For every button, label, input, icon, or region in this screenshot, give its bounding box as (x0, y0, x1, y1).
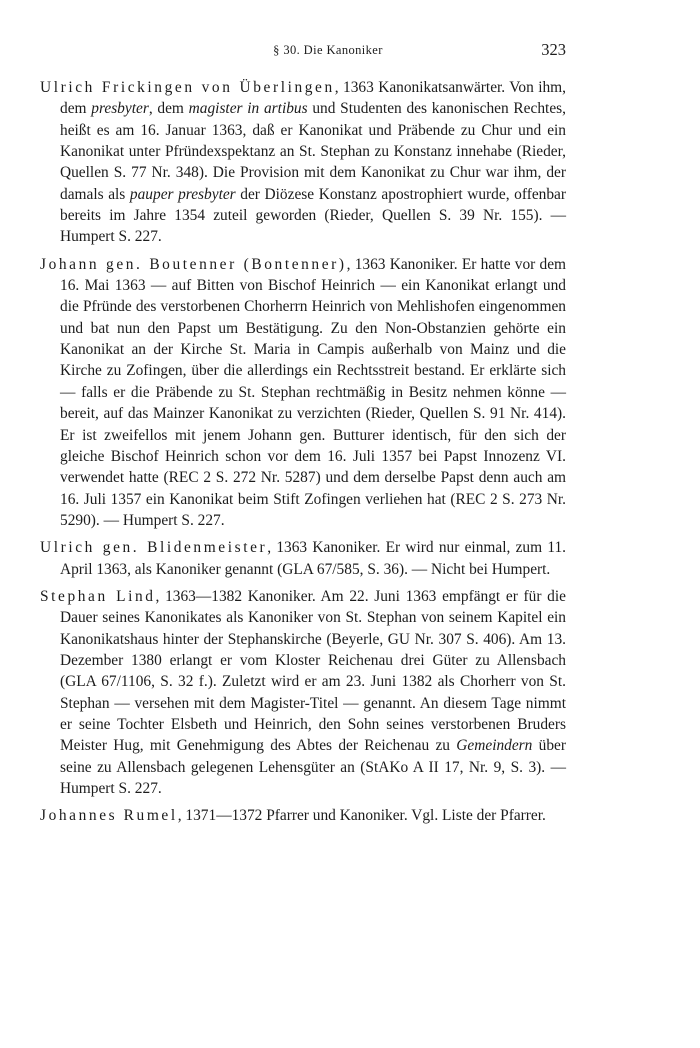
entry-italic-term: magister in artibus (188, 100, 308, 118)
entry-name: Johann gen. Boutenner (Bontenner) (40, 255, 347, 273)
entry-ulrich-blidenmeister (40, 537, 566, 580)
entry-ulrich-frickingen (40, 77, 566, 248)
entry-johann-boutenner (40, 254, 566, 531)
entry-text: und Studenten des kanonischen Rechtes, heißt es am 16. Januar 1363, daß er Kanonikat und Präbende zu Chur und ein Kanonikat unter Pfründexspektanz an St. Stephan zu Konstanz innehabe (Rieder, Quellen S. 77 Nr. 348). Die Provision mit dem Kanonikat zu Chur war ihm, der damals als (60, 100, 566, 203)
entry-name: Ulrich gen. Blidenmeister (40, 539, 268, 557)
entry-text: , 1363 Kanoniker. Er hatte vor dem 16. Mai 1363 — auf Bitten von Bischof Heinrich — ein Kanonikat erlangt und die Pfründe des verstorbenen Chorherrn Heinrich von Mehlishofen eingenommen und bat nun den Papst um Bestätigung. Zu den Non-Obstanzien gehörte ein Kanonikat an der Kirche St. Maria in Campis außerhalb von Mainz und die Kirche zu Zofingen, über die allerdings ein Rechtsstreit bestand. Er erklärte sich — falls er die Präbende zu St. Stephan rechtmäßig in Besitz nehmen könne — bereit, auf das Mainzer Kanonikat zu verzichten (Rieder, Quellen S. 91 Nr. 414). Er ist zweifellos mit jenem Johann gen. Butturer identisch, für den sich der gleiche Bischof Heinrich schon vor dem 16. Juli 1357 bei Papst Innozenz VI. verwendet hatte (REC 2 S. 272 Nr. 5287) und dem derselbe Papst denn auch am 16. Juli 1357 ein Kanonikat beim Stift Zofingen verliehen hat (REC 2 S. 273 Nr. 5290). — Humpert S. 227. (60, 255, 566, 529)
entry-johannes-rumel (40, 805, 566, 826)
entry-italic-term: Gemeindern (456, 737, 533, 755)
entry-text: über seine zu Allensbach gelegenen Lehensgüter an (StAKo A II 17, Nr. 9, S. 3). — Humpert S. 227. (60, 737, 566, 797)
entry-italic-term: pauper presbyter (129, 185, 236, 203)
entry-text: , 1363—1382 Kanoniker. Am 22. Juni 1363 empfängt er für die Dauer seines Kanonikates als Kanoniker von St. Stephan von seinem Kapitel ein Kanonikatshaus hinter der Stephanskirche (Beyerle, GU Nr. 307 S. 406). Am 13. Dezember 1380 erlangt er vom Kloster Reichenau drei Güter zu Allensbach (GLA 67/1106, S. 32 f.). Zuletzt wird er am 23. Juni 1382 als Chorherr von St. Stephan — versehen mit dem Magister-Titel — genannt. An diesem Tage nimmt er seine Tochter Elsbeth und Heinrich, den Sohn seines verstorbenen Bruders Meister Hug, mit Genehmigung des Abtes der Reichenau zu (60, 587, 566, 755)
page-body (40, 77, 566, 833)
page-number: 323 (541, 40, 566, 59)
entry-name: Stephan Lind (40, 587, 156, 605)
entry-text: , 1371—1372 Pfarrer und Kanoniker. Vgl. Liste der Pfarrer. (177, 807, 546, 825)
entry-name: Ulrich Frickingen von Überlingen (40, 79, 335, 96)
entry-text: der Diözese Konstanz apostrophiert wurde, offenbar bereits im Jahre 1354 zuteil geworden (Rieder, Quellen S. 39 Nr. 155). — Humpert S. 227. (60, 185, 566, 246)
page-header (90, 40, 566, 64)
entry-text: , 1363 Kanonikatsanwärter. Von ihm, dem (60, 79, 567, 118)
entry-name: Johannes Rumel (40, 807, 178, 825)
running-head: § 30. Die Kanoniker (273, 43, 383, 57)
entry-text: , dem (148, 100, 189, 118)
entry-italic-term: presbyter (91, 100, 149, 118)
entry-stephan-lind (40, 586, 566, 799)
entry-text: , 1363 Kanoniker. Er wird nur einmal, zum 11. April 1363, als Kanoniker genannt (GLA 67/585, S. 36). — Nicht bei Humpert. (60, 539, 566, 578)
